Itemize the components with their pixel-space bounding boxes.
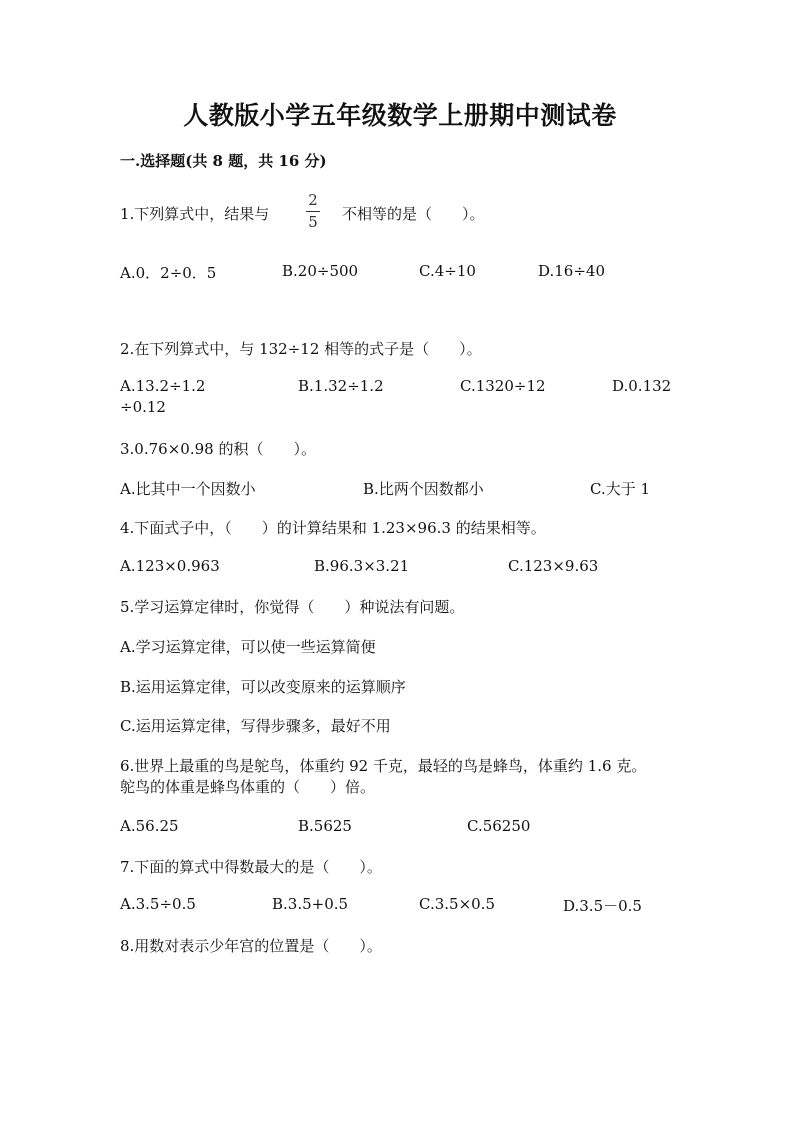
question-4-option-a[interactable]: A.123×0.963: [120, 557, 220, 575]
question-2-option-b[interactable]: B.1.32÷1.2: [298, 377, 384, 395]
exam-title: 人教版小学五年级数学上册期中测试卷: [183, 101, 617, 130]
question-1-stem-before: 1.下列算式中，结果与: [120, 205, 270, 223]
question-6-option-c[interactable]: C.56250: [467, 817, 531, 835]
question-2-stem: 2.在下列算式中，与 132÷12 相等的式子是（ ）。: [120, 340, 482, 358]
question-5-stem: 5.学习运算定律时，你觉得（ ）种说法有问题。: [120, 598, 465, 616]
question-2-option-c[interactable]: C.1320÷12: [460, 377, 546, 395]
question-7-stem: 7.下面的算式中得数最大的是（ ）。: [120, 858, 382, 876]
question-3-stem: 3.0.76×0.98 的积（ ）。: [120, 440, 316, 458]
question-6-option-b[interactable]: B.5625: [298, 817, 352, 835]
question-1-option-d[interactable]: D.16÷40: [538, 262, 606, 280]
question-1-stem-after: 不相等的是（ ）。: [342, 205, 485, 223]
question-1-option-b[interactable]: B.20÷500: [282, 262, 359, 280]
fraction-numerator: 2: [308, 191, 318, 209]
question-8-stem: 8.用数对表示少年宫的位置是（ ）。: [120, 937, 382, 955]
question-6-stem-line-1: 6.世界上最重的鸟是鸵鸟，体重约 92 千克，最轻的鸟是蜂鸟，体重约 1.6 克。: [120, 757, 647, 775]
question-7-option-c[interactable]: C.3.5×0.5: [419, 895, 495, 913]
question-7-option-d[interactable]: D.3.5－0.5: [563, 897, 642, 915]
question-4-option-c[interactable]: C.123×9.63: [508, 557, 599, 575]
question-2-option-d[interactable]: D.0.132: [612, 377, 672, 395]
question-2-option-d-continued: ÷0.12: [120, 398, 166, 416]
question-4-option-b[interactable]: B.96.3×3.21: [314, 557, 410, 575]
question-2-option-a[interactable]: A.13.2÷1.2: [120, 377, 206, 395]
question-5-option-b[interactable]: B.运用运算定律，可以改变原来的运算顺序: [120, 678, 406, 696]
question-1-option-a[interactable]: A.0．2÷0．5: [120, 264, 217, 282]
question-1-fraction: [304, 193, 322, 230]
question-3-option-c[interactable]: C.大于 1: [590, 480, 651, 498]
question-3-option-b[interactable]: B.比两个因数都小: [363, 480, 484, 498]
question-1-option-c[interactable]: C.4÷10: [419, 262, 476, 280]
question-6-stem-line-2: 鸵鸟的体重是蜂鸟体重的（ ）倍。: [120, 778, 376, 796]
question-5-option-a[interactable]: A.学习运算定律，可以使一些运算简便: [120, 638, 376, 656]
fraction-denominator: 5: [308, 213, 318, 231]
question-7-option-b[interactable]: B.3.5+0.5: [272, 895, 349, 913]
question-7-option-a[interactable]: A.3.5÷0.5: [120, 895, 196, 913]
question-6-option-a[interactable]: A.56.25: [120, 817, 179, 835]
question-4-stem: 4.下面式子中，（ ）的计算结果和 1.23×96.3 的结果相等。: [120, 519, 546, 537]
question-5-option-c[interactable]: C.运用运算定律，写得步骤多，最好不用: [120, 717, 391, 735]
question-3-option-a[interactable]: A.比其中一个因数小: [120, 480, 256, 498]
section-heading: 一.选择题(共 8 题，共 16 分): [120, 152, 327, 170]
